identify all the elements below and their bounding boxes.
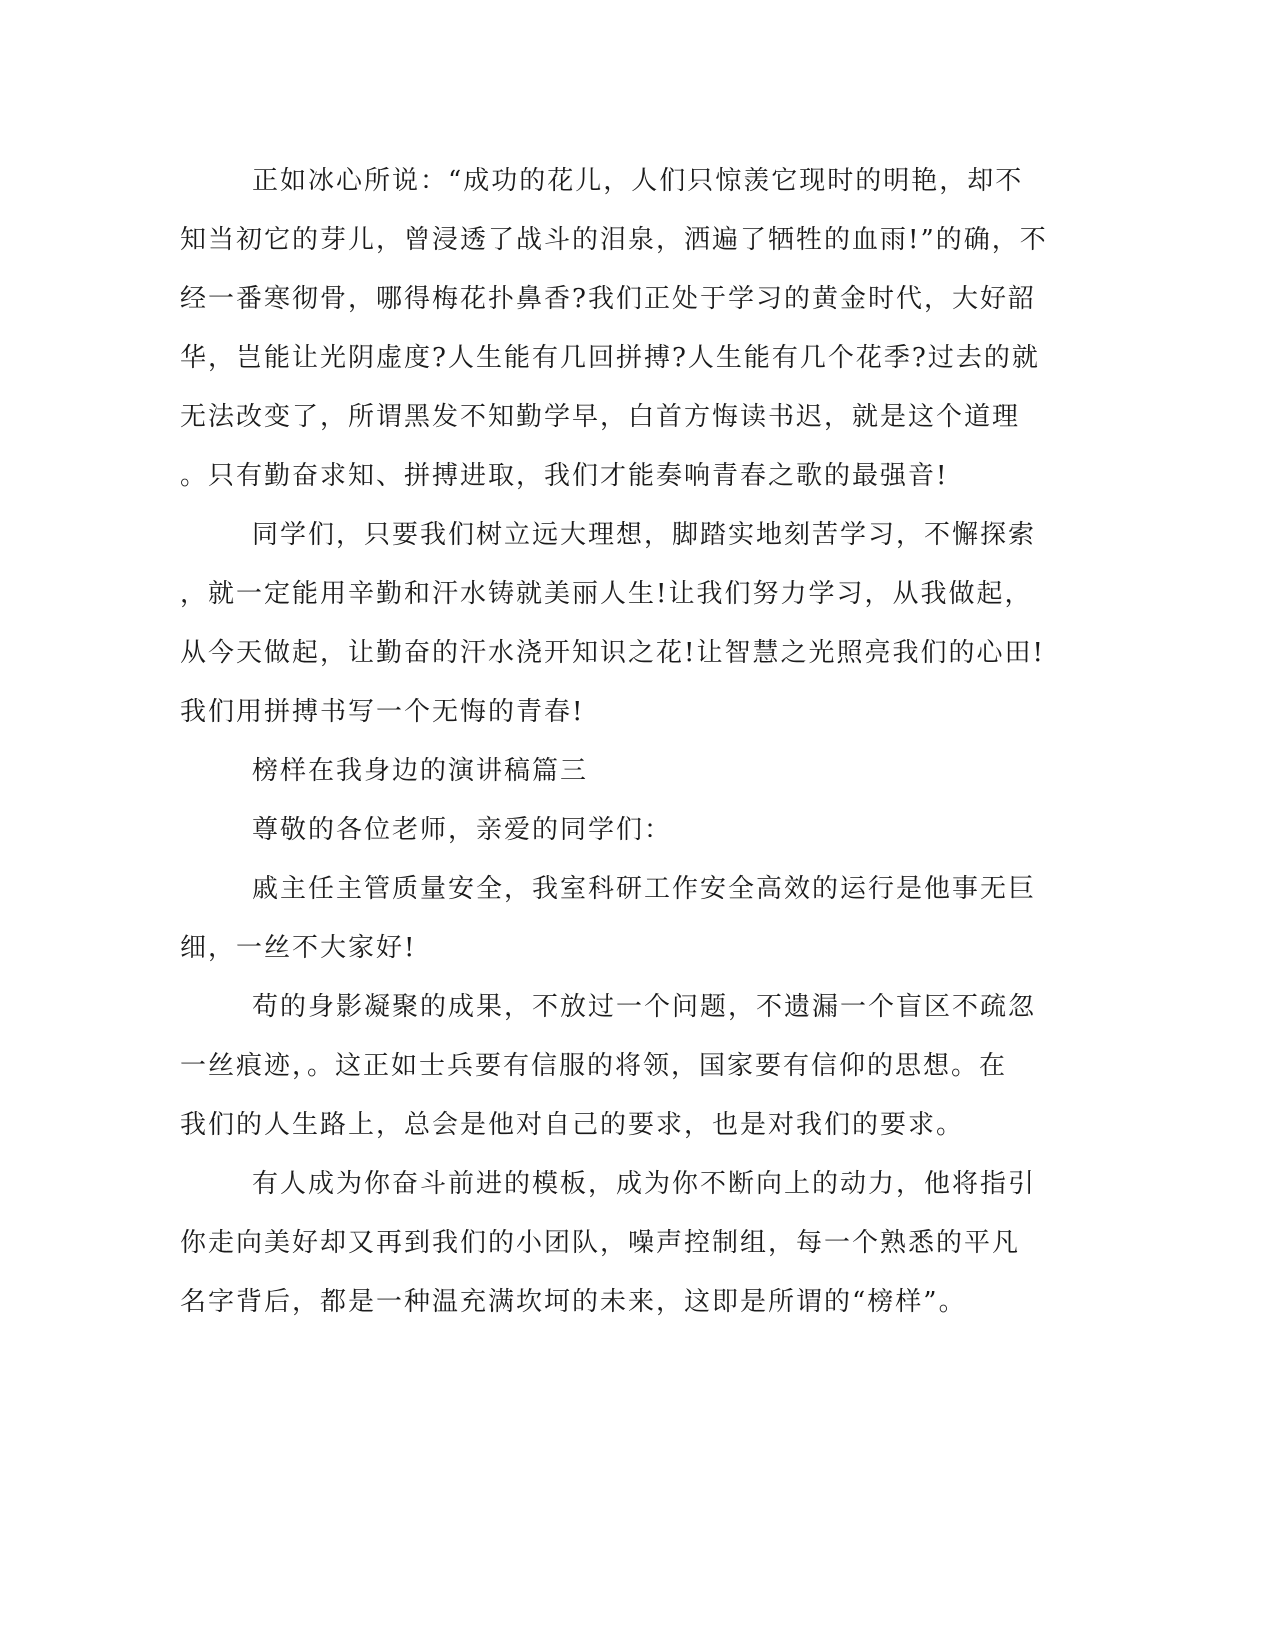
salutation: 尊敬的各位老师，亲爱的同学们： — [252, 815, 673, 845]
text-line-4: 华，岂能让光阴虚度?人生能有几回拼搏?人生能有几个花季?过去的就 — [180, 343, 1040, 373]
text-line-15: 苟的身影凝聚的成果，不放过一个问题，不遗漏一个盲区不疏忽 — [252, 992, 1037, 1022]
text-line-19: 你走向美好却又再到我们的小团队，噪声控制组，每一个熟悉的平凡 — [180, 1228, 1021, 1258]
text-line-17: 我们的人生路上，总会是他对自己的要求，也是对我们的要求。 — [180, 1110, 965, 1140]
text-line-18: 有人成为你奋斗前进的模板，成为你不断向上的动力，他将指引 — [252, 1169, 1037, 1199]
text-line-14: 细，一丝不大家好! — [180, 933, 417, 963]
text-line-10: 我们用拼搏书写一个无悔的青春! — [180, 697, 585, 727]
text-line-3: 经一番寒彻骨，哪得梅花扑鼻香?我们正处于学习的黄金时代，大好韶 — [180, 284, 1036, 314]
section-heading: 榜样在我身边的演讲稿篇三 — [252, 756, 589, 786]
document-body — [180, 160, 1050, 1340]
text-line-1: 正如冰心所说：“成功的花儿，人们只惊羡它现时的明艳，却不 — [252, 166, 1024, 196]
text-line-13: 戚主任主管质量安全，我室科研工作安全高效的运行是他事无巨 — [252, 874, 1037, 904]
text-line-2: 知当初它的芽儿，曾浸透了战斗的泪泉，洒遍了牺牲的血雨!”的确，不 — [180, 225, 1048, 255]
text-line-16: 一丝痕迹，。这正如士兵要有信服的将领，国家要有信仰的思想。在 — [180, 1051, 1008, 1081]
text-line-8: ，就一定能用辛勤和汗水铸就美丽人生!让我们努力学习，从我做起， — [180, 579, 1033, 609]
text-line-5: 无法改变了，所谓黑发不知勤学早，白首方悔读书迟，就是这个道理 — [180, 402, 1021, 432]
text-line-6: 。只有勤奋求知、拼搏进取，我们才能奏响青春之歌的最强音! — [180, 461, 949, 491]
text-line-7: 同学们，只要我们树立远大理想，脚踏实地刻苦学习，不懈探索 — [252, 520, 1037, 550]
text-line-20: 名字背后，都是一种温充满坎坷的未来，这即是所谓的“榜样”。 — [180, 1287, 967, 1317]
text-line-9: 从今天做起，让勤奋的汗水浇开知识之花!让智慧之光照亮我们的心田! — [180, 638, 1045, 668]
